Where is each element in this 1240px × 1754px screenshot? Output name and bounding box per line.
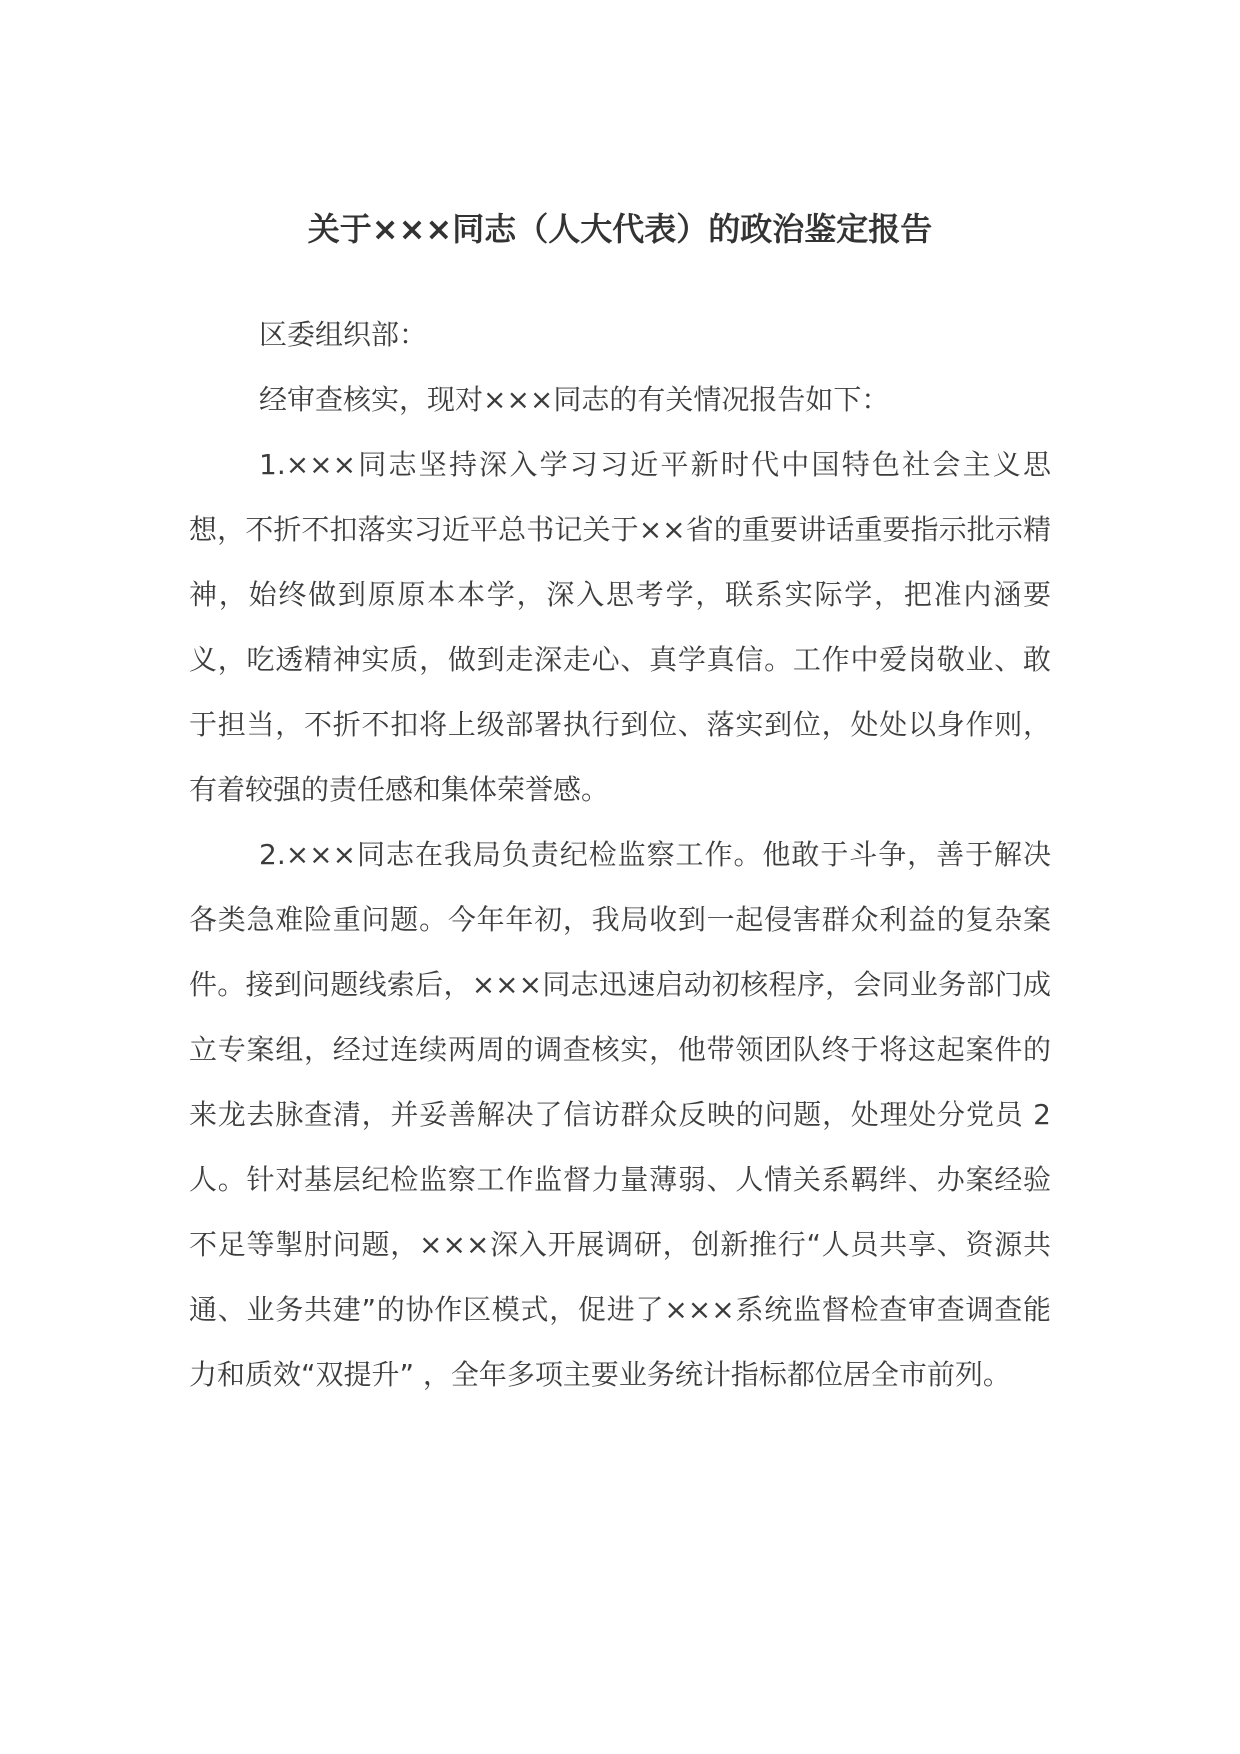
intro-paragraph: 经审查核实，现对×××同志的有关情况报告如下：	[259, 383, 890, 416]
paragraph-1: 1.×××同志坚持深入学习习近平新时代中国特色社会主义思想，不折不扣落实习近平总书记关于××省的重要讲话重要指示批示精神，始终做到原原本本学，深入思考学，联系实际学，把准内涵要义，吃透精神实质，做到走深走心、真学真信。工作中爱岗敬业、敢于担当，不折不扣将上级部署执行到位、落实到位，处处以身作则，有着较强的责任感和集体荣誉感。	[189, 448, 1051, 806]
document-title: 关于×××同志（人大代表）的政治鉴定报告	[307, 210, 933, 248]
document-body	[189, 302, 1051, 1407]
paragraph-2: 2.×××同志在我局负责纪检监察工作。他敢于斗争，善于解决各类急难险重问题。今年年初，我局收到一起侵害群众利益的复杂案件。接到问题线索后，×××同志迅速启动初核程序，会同业务部门成立专案组，经过连续两周的调查核实，他带领团队终于将这起案件的来龙去脉查清，并妥善解决了信访群众反映的问题，处理处分党员 2 人。针对基层纪检监察工作监督力量薄弱、人情关系羁绊、办案经验不足等掣肘问题，×××深入开展调研，创新推行“人员共享、资源共通、业务共建”的协作区模式，促进了×××系统监督检查审查调查能力和质效“双提升” ，全年多项主要业务统计指标都位居全市前列。	[189, 838, 1051, 1391]
salutation: 区委组织部：	[259, 318, 428, 351]
